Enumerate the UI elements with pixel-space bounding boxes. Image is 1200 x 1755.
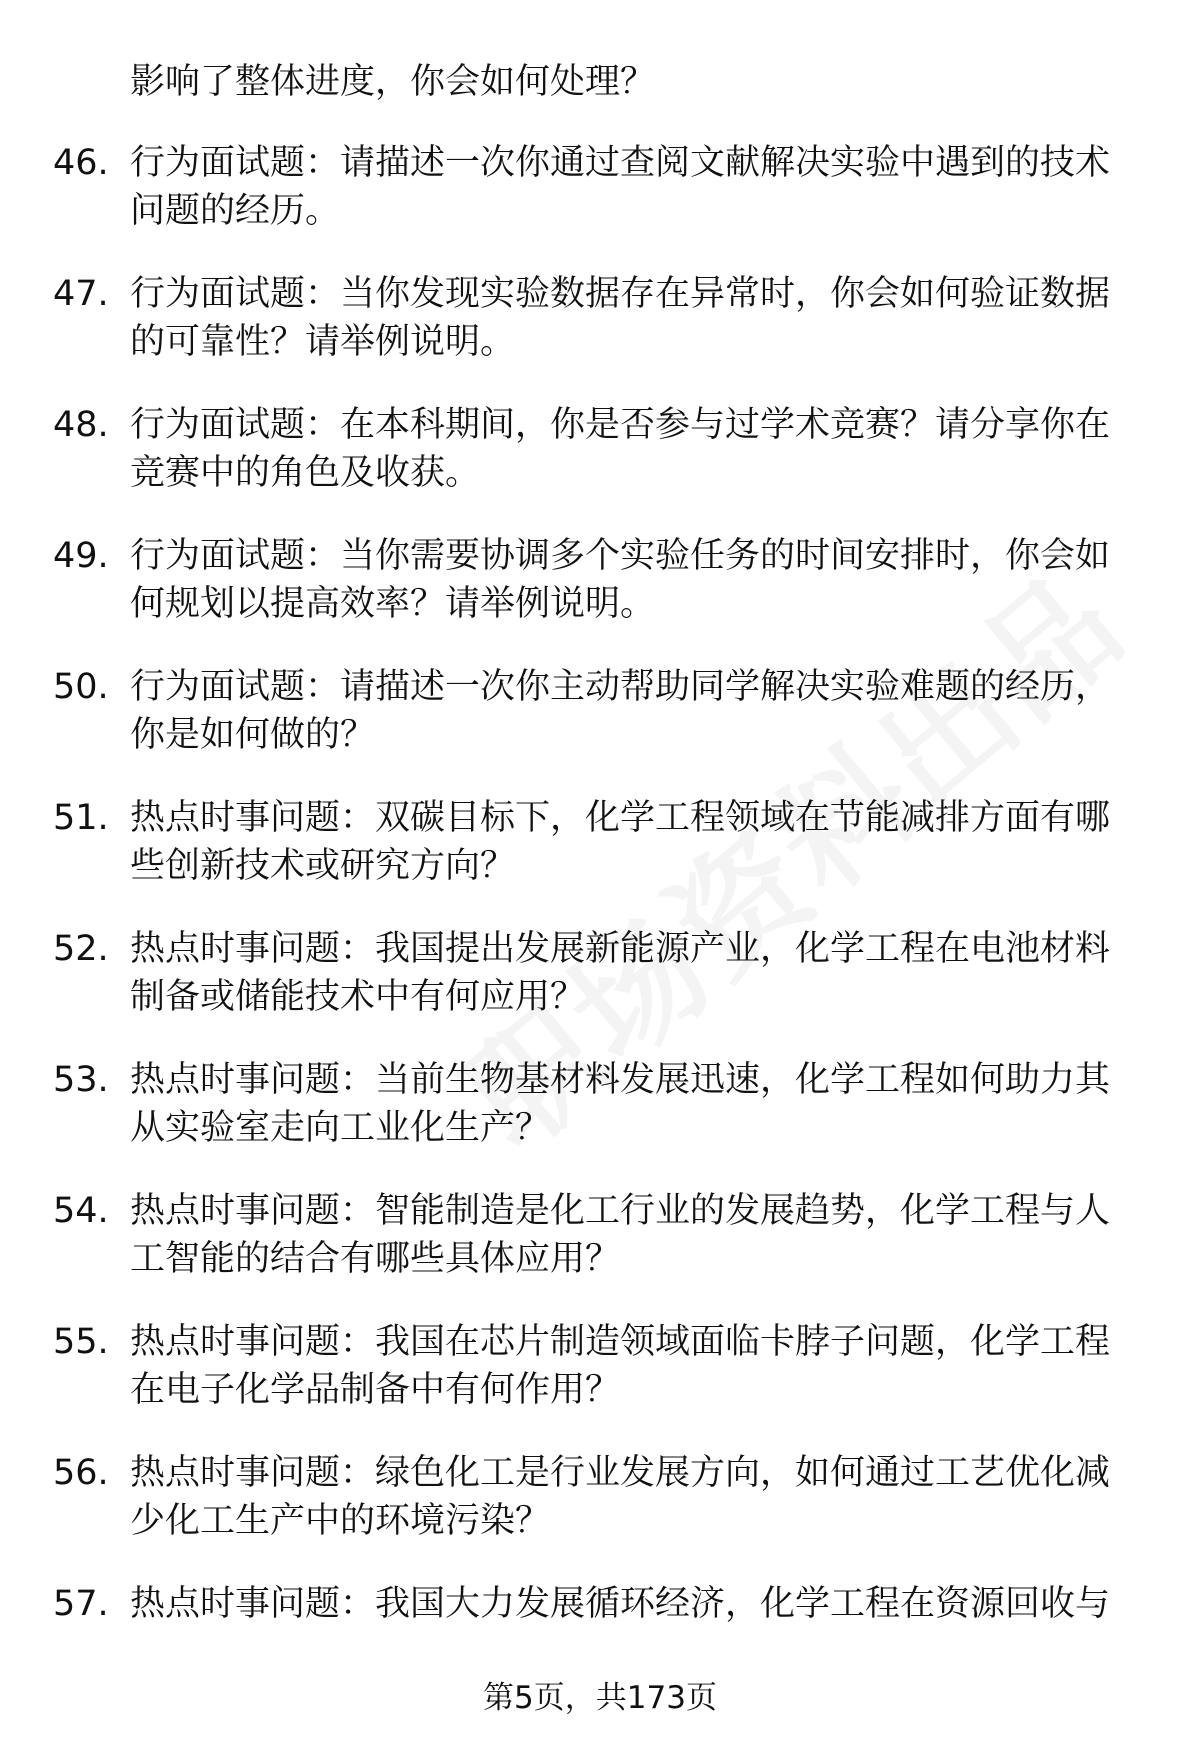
question-number: 57. [53, 1584, 109, 1624]
question-text-line: 在电子化学品制备中有何作用？ [130, 1370, 621, 1410]
question-list [0, 139, 1200, 1711]
question-number: 54. [53, 1191, 109, 1231]
question-text-line: 制备或储能技术中有何应用？ [130, 977, 586, 1017]
question-text-line: 热点时事问题：我国提出发展新能源产业，化学工程在电池材料 [130, 929, 1111, 969]
question-item [0, 1187, 1200, 1318]
question-text-line: 少化工生产中的环境污染？ [130, 1501, 551, 1541]
question-text-line: 些创新技术或研究方向？ [130, 846, 516, 886]
question-item [0, 794, 1200, 925]
question-number: 48. [53, 405, 109, 445]
question-text-line: 热点时事问题：当前生物基材料发展迅速，化学工程如何助力其 [130, 1060, 1111, 1100]
question-item [0, 1449, 1200, 1580]
question-item [0, 663, 1200, 794]
question-number: 47. [53, 274, 109, 314]
question-text [130, 1187, 1150, 1283]
question-text [130, 1580, 1150, 1628]
question-number: 52. [53, 929, 109, 969]
question-text-line: 热点时事问题：我国大力发展循环经济，化学工程在资源回收与 [130, 1584, 1111, 1624]
question-text-line: 从实验室走向工业化生产？ [130, 1108, 551, 1148]
question-number: 56. [53, 1453, 109, 1493]
question-text-line: 行为面试题：当你需要协调多个实验任务的时间安排时，你会如 [130, 536, 1111, 576]
question-text-line: 热点时事问题：智能制造是化工行业的发展趋势，化学工程与人 [130, 1191, 1111, 1231]
question-text [130, 401, 1150, 497]
page-footer: 第5页，共173页 [483, 1680, 717, 1716]
question-text-line: 你是如何做的？ [130, 715, 376, 755]
question-text-line: 行为面试题：请描述一次你通过查阅文献解决实验中遇到的技术 [130, 143, 1111, 183]
question-text [130, 139, 1150, 235]
question-item [0, 401, 1200, 532]
question-text [130, 794, 1150, 890]
question-number: 50. [53, 667, 109, 707]
question-text [130, 1318, 1150, 1414]
question-text [130, 663, 1150, 759]
question-text-line: 问题的经历。 [130, 191, 341, 231]
question-text-line: 热点时事问题：双碳目标下，化学工程领域在节能减排方面有哪 [130, 798, 1111, 838]
question-item [0, 1056, 1200, 1187]
question-text-line: 热点时事问题：我国在芯片制造领域面临卡脖子问题，化学工程 [130, 1322, 1111, 1362]
question-item [0, 532, 1200, 663]
question-number: 55. [53, 1322, 109, 1362]
question-text [130, 1056, 1150, 1152]
question-text-line: 行为面试题：当你发现实验数据存在异常时，你会如何验证数据 [130, 274, 1111, 314]
question-number: 53. [53, 1060, 109, 1100]
question-text-line: 工智能的结合有哪些具体应用？ [130, 1239, 621, 1279]
question-text-line: 行为面试题：在本科期间，你是否参与过学术竞赛？请分享你在 [130, 405, 1111, 445]
question-item [0, 139, 1200, 270]
question-item [0, 270, 1200, 401]
question-text [130, 925, 1150, 1021]
question-text-line: 热点时事问题：绿色化工是行业发展方向，如何通过工艺优化减 [130, 1453, 1111, 1493]
question-text [130, 532, 1150, 628]
question-text-line: 的可靠性？请举例说明。 [130, 322, 516, 362]
continued-question-text: 影响了整体进度，你会如何处理？ [130, 62, 656, 102]
question-item [0, 1318, 1200, 1449]
question-number: 49. [53, 536, 109, 576]
question-text-line: 行为面试题：请描述一次你主动帮助同学解决实验难题的经历， [130, 667, 1111, 707]
question-number: 46. [53, 143, 109, 183]
question-text [130, 270, 1150, 366]
question-item [0, 925, 1200, 1056]
question-text-line: 竞赛中的角色及收获。 [130, 453, 481, 493]
question-text-line: 何规划以提高效率？请举例说明。 [130, 584, 656, 624]
question-number: 51. [53, 798, 109, 838]
question-text [130, 1449, 1150, 1545]
